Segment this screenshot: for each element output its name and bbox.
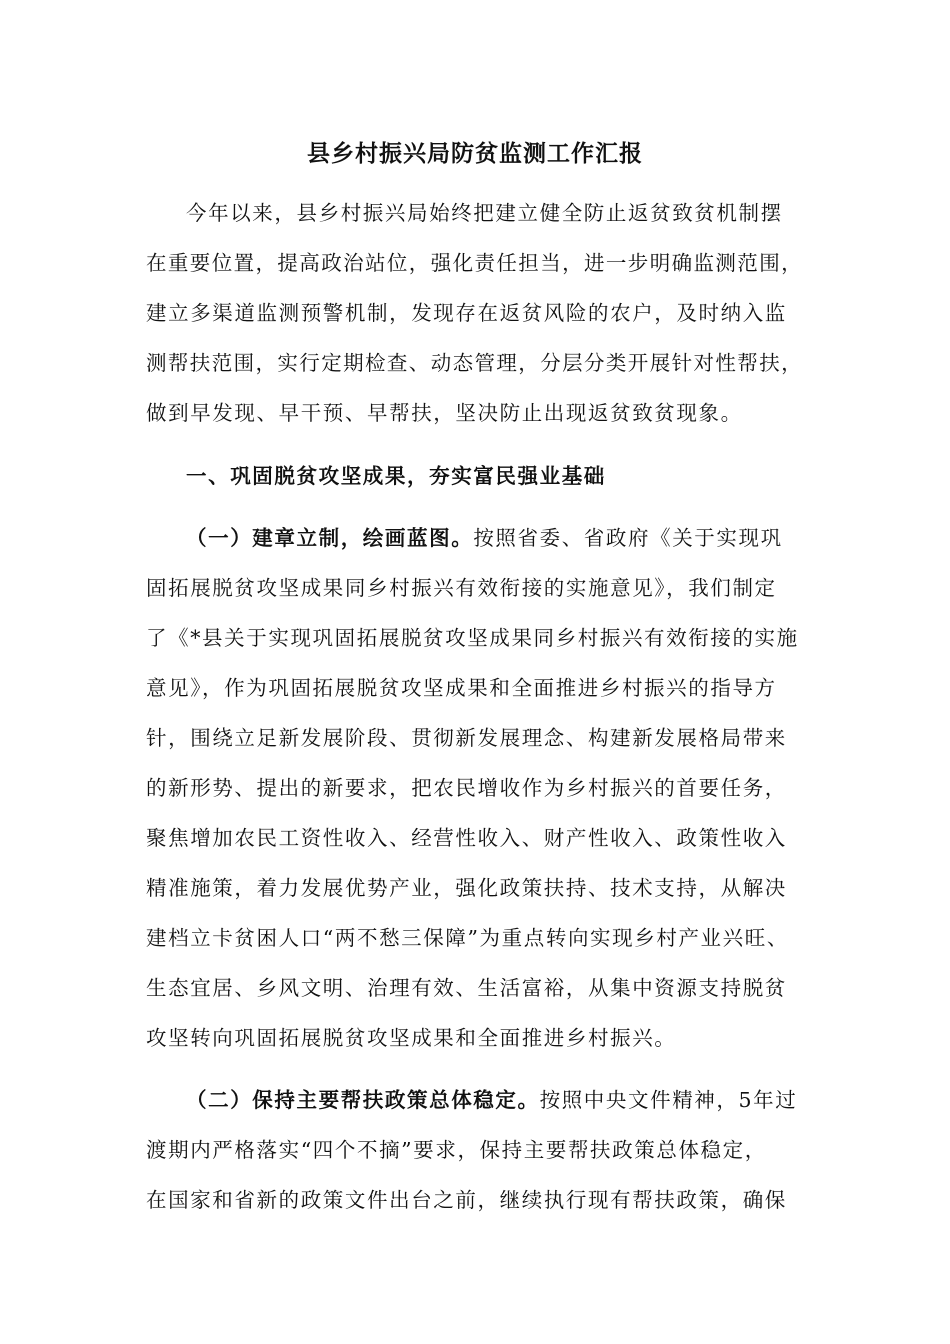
subsection-first-line <box>186 1080 797 1120</box>
body-line: 了《*县关于实现巩固拓展脱贫攻坚成果同乡村振兴有效衔接的实施 <box>146 626 799 650</box>
body-line: 聚焦增加农民工资性收入、经营性收入、财产性收入、政策性收入 <box>146 826 787 850</box>
intro-line: 建立多渠道监测预警机制，发现存在返贫风险的农户，及时纳入监 <box>146 301 787 325</box>
body-line: 的新形势、提出的新要求，把农民增收作为乡村振兴的首要任务， <box>146 776 787 800</box>
subsection-heading: （一）建章立制，绘画蓝图。 <box>186 526 474 550</box>
intro-line: 在重要位置，提高政治站位，强化责任担当，进一步明确监测范围， <box>146 251 803 275</box>
body-line: 针，围绕立足新发展阶段、贯彻新发展理念、构建新发展格局带来 <box>146 726 787 750</box>
intro-line: 做到早发现、早干预、早帮扶，坚决防止出现返贫致贫现象。 <box>146 401 743 425</box>
body-line: 生态宜居、乡风文明、治理有效、生活富裕，从集中资源支持脱贫 <box>146 976 787 1000</box>
body-line: 固拓展脱贫攻坚成果同乡村振兴有效衔接的实施意见》，我们制定 <box>146 576 777 600</box>
intro-line: 今年以来，县乡村振兴局始终把建立健全防止返贫致贫机制摆 <box>186 201 783 225</box>
subsection-text: 按照省委、省政府《关于实现巩 <box>473 526 783 550</box>
document-title: 县乡村振兴局防贫监测工作汇报 <box>307 140 643 167</box>
subsection-text: 按照中央文件精神，5年过 <box>539 1088 798 1112</box>
body-line: 攻坚转向巩固拓展脱贫攻坚成果和全面推进乡村振兴。 <box>146 1026 677 1050</box>
intro-line: 测帮扶范围，实行定期检查、动态管理，分层分类开展针对性帮扶， <box>146 351 803 375</box>
body-line: 渡期内严格落实“四个不摘”要求，保持主要帮扶政策总体稳定， <box>146 1138 767 1162</box>
body-line: 在国家和省新的政策文件出台之前，继续执行现有帮扶政策，确保 <box>146 1188 787 1212</box>
section-heading: 一、巩固脱贫攻坚成果，夯实富民强业基础 <box>186 464 606 488</box>
body-line: 意见》，作为巩固拓展脱贫攻坚成果和全面推进乡村振兴的指导方 <box>146 676 777 700</box>
body-line: 建档立卡贫困人口“两不愁三保障”为重点转向实现乡村产业兴旺、 <box>146 926 789 950</box>
subsection-first-line <box>186 518 783 558</box>
body-line: 精准施策，着力发展优势产业，强化政策扶持、技术支持，从解决 <box>146 876 787 900</box>
subsection-heading: （二）保持主要帮扶政策总体稳定。 <box>186 1088 540 1112</box>
